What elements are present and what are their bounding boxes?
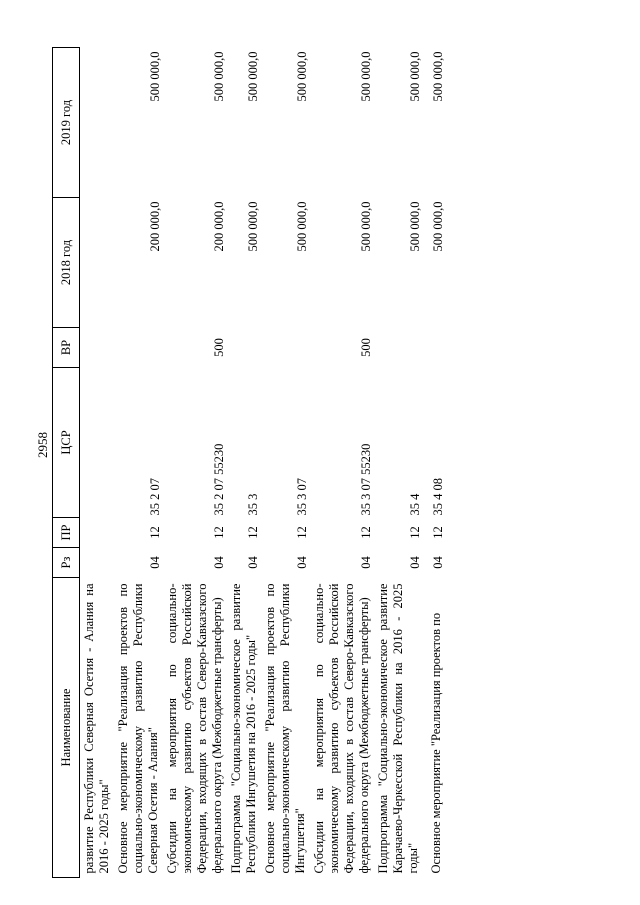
row-2018: 500 000,0 [431,201,445,252]
row-rz: 04 [359,556,373,569]
row-name: Основное мероприятие "Реализация проектов по социально-экономическому развитию Республики Северная Осетия - Алания" [116,583,160,874]
row-vr: 500 [212,338,226,357]
row-pr: 12 [246,526,260,539]
header-2018: 2018 год [53,198,80,328]
header-pr: ПР [53,518,80,548]
row-rz: 04 [408,556,422,569]
row-pr: 12 [359,526,373,539]
row-rz: 04 [431,556,445,569]
row-2018: 500 000,0 [359,201,373,252]
row-2018: 500 000,0 [295,201,309,252]
row-rz: 04 [295,556,309,569]
row-2019: 500 000,0 [408,51,422,102]
row-name: Субсидии на мероприятия по социально-экономическому развитию субъектов Российской Федерации, входящих в состав Северо-Кавказского федерального округа (Межбюджетные трансферты) [165,583,224,874]
row-csr: 35 2 07 [148,478,162,516]
header-csr: ЦСР [53,368,80,518]
row-2018: 200 000,0 [212,201,226,252]
table-header-row [53,48,80,878]
row-rz [80,548,115,578]
row-vr [423,328,446,368]
row-vr [80,328,115,368]
row-name: развитие Республики Северная Осетия - Алания на 2016 - 2025 годы" [82,583,111,874]
header-vr: ВР [53,328,80,368]
row-vr: 500 [359,338,373,357]
row-pr: 12 [431,526,445,539]
row-csr: 35 2 07 55230 [212,443,226,516]
row-2018: 500 000,0 [408,201,422,252]
row-2019: 500 000,0 [295,51,309,102]
row-name: Субсидии на мероприятия по социально-экономическому развитию субъектов Российской Федерации, входящих в состав Северо-Кавказского федерального округа (Межбюджетные трансферты) [312,583,371,874]
row-vr [374,328,423,368]
row-pr: 12 [408,526,422,539]
table-row [261,48,310,878]
row-vr [261,328,310,368]
row-name: Основное мероприятие "Реализация проектов по [429,612,443,874]
page-number: 2958 [35,432,50,458]
row-vr [114,328,163,368]
row-2019: 500 000,0 [431,51,445,102]
row-csr [80,368,115,518]
table-row [114,48,163,878]
table-row [374,48,423,878]
table-row [163,48,227,878]
row-name: Подпрограмма "Социально-экономическое развитие Республики Ингушетия на 2016 - 2025 годы" [229,583,258,874]
header-2019: 2019 год [53,48,80,198]
row-pr: 12 [212,526,226,539]
table-row [80,48,115,878]
header-name: Наименование [53,578,80,878]
row-2018: 500 000,0 [246,201,260,252]
row-csr: 35 4 08 [431,478,445,516]
row-csr: 35 3 [246,493,260,516]
row-2018 [80,198,115,328]
row-csr: 35 3 07 55230 [359,443,373,516]
row-2019: 500 000,0 [359,51,373,102]
row-vr [227,328,261,368]
row-csr: 35 3 07 [295,478,309,516]
header-rz: Рз [53,548,80,578]
row-2018: 200 000,0 [148,201,162,252]
table-row [310,48,374,878]
row-name: Основное мероприятие "Реализация проектов по социально-экономическому развитию Республики Ингушетия" [263,583,307,874]
row-csr: 35 4 [408,493,422,516]
rotated-page-content [52,48,612,878]
row-2019: 500 000,0 [246,51,260,102]
row-2019 [80,48,115,198]
row-rz: 04 [212,556,226,569]
row-pr: 12 [148,526,162,539]
table-row [423,48,446,878]
row-name: Подпрограмма "Социально-экономическое развитие Карачаево-Черкесской Республики на 2016 - 2025 годы" [376,583,420,874]
row-pr [80,518,115,548]
table-row [227,48,261,878]
budget-table [52,47,446,878]
row-rz: 04 [246,556,260,569]
row-pr: 12 [295,526,309,539]
row-2019: 500 000,0 [148,51,162,102]
row-rz: 04 [148,556,162,569]
row-2019: 500 000,0 [212,51,226,102]
